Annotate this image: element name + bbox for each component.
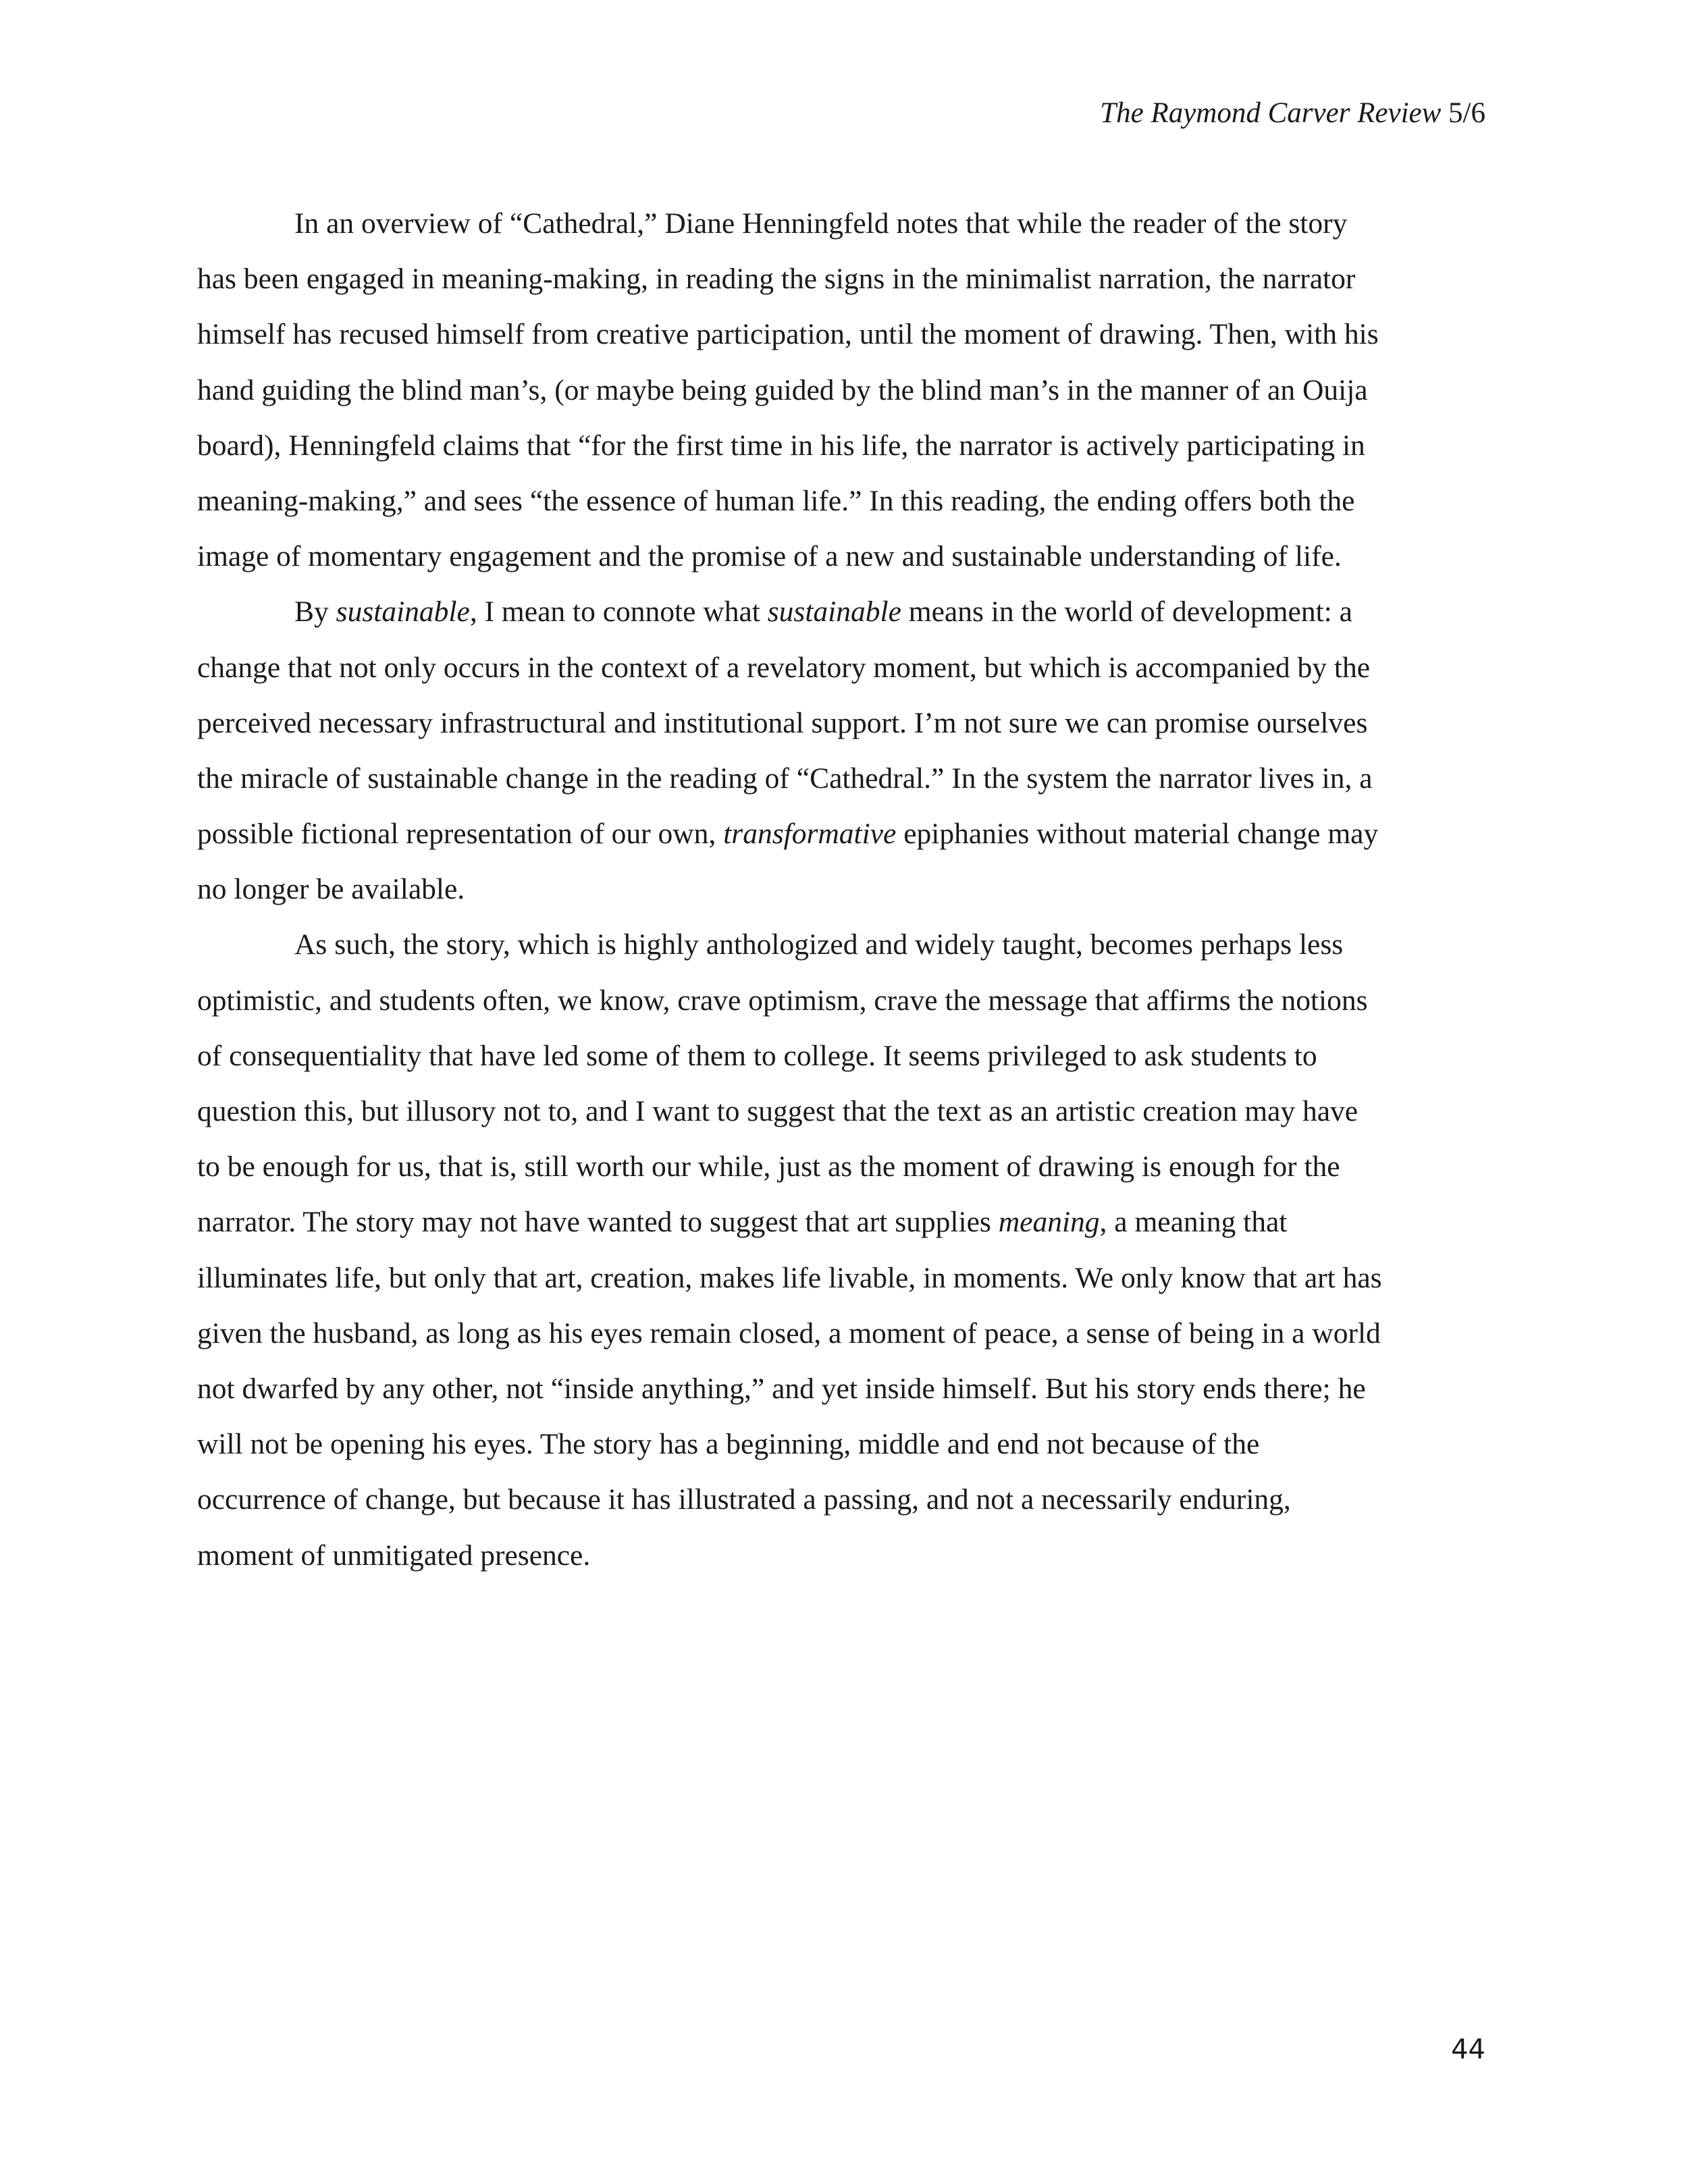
text-line: moment of unmitigated presence. — [197, 1539, 591, 1572]
text-line: In an overview of “Cathedral,” Diane Henningfeld notes that while the reader of the story — [294, 207, 1348, 240]
page-number: 44 — [1451, 2034, 1485, 2065]
text-run: By — [294, 595, 336, 629]
text-line — [197, 806, 1488, 861]
emphasis: meaning — [998, 1206, 1100, 1239]
text-line: perceived necessary infrastructural and institutional support. I’m not sure we can promise ourselves — [197, 706, 1368, 739]
journal-title: The Raymond Carver Review — [1100, 97, 1442, 129]
text-run: narrator. The story may not have wanted to suggest that art supplies — [197, 1206, 999, 1239]
text-line: optimistic, and students often, we know, crave optimism, crave the message that affirms the notions — [197, 984, 1368, 1017]
text-line: hand guiding the blind man’s, (or maybe being guided by the blind man’s in the manner of an Ouija — [197, 373, 1368, 406]
emphasis: sustainable — [336, 595, 470, 629]
text-line: given the husband, as long as his eyes remain closed, a moment of peace, a sense of being in a world — [197, 1316, 1381, 1350]
text-line: illuminates life, but only that art, creation, makes life livable, in moments. We only know that art has — [197, 1261, 1382, 1294]
issue-number: 5/6 — [1448, 97, 1485, 129]
text-run: epiphanies without material change may — [896, 818, 1379, 851]
text-line: change that not only occurs in the context of a revelatory moment, but which is accompanied by the — [197, 651, 1371, 684]
text-line: will not be opening his eyes. The story has a beginning, middle and end not because of the — [197, 1428, 1260, 1461]
text-line: to be enough for us, that is, still worth our while, just as the moment of drawing is enough for the — [197, 1150, 1340, 1183]
text-run: means in the world of development: a — [901, 595, 1352, 629]
text-line: no longer be available. — [197, 873, 465, 906]
text-line — [197, 1194, 1488, 1250]
running-header — [1100, 99, 1485, 128]
text-line: not dwarfed by any other, not “inside anything,” and yet inside himself. But his story ends there; he — [197, 1372, 1366, 1405]
text-line: of consequentiality that have led some of them to college. It seems privileged to ask students to — [197, 1039, 1317, 1072]
text-line: meaning-making,” and sees “the essence of human life.” In this reading, the ending offers both the — [197, 484, 1355, 517]
text-line: occurrence of change, but because it has illustrated a passing, and not a necessarily enduring, — [197, 1483, 1291, 1516]
text-line: himself has recused himself from creative participation, until the moment of drawing. Then, with his — [197, 318, 1379, 351]
text-line: has been engaged in meaning-making, in reading the signs in the minimalist narration, the narrator — [197, 263, 1356, 296]
emphasis: transformative — [723, 818, 897, 851]
article-body — [197, 196, 1488, 1583]
text-line: image of momentary engagement and the promise of a new and sustainable understanding of life. — [197, 540, 1342, 573]
text-run: , a meaning that — [1099, 1206, 1288, 1239]
text-line: board), Henningfeld claims that “for the first time in his life, the narrator is actively participating in — [197, 429, 1365, 462]
text-line — [197, 584, 1488, 639]
text-run: , I mean to connote what — [469, 595, 768, 629]
text-line: the miracle of sustainable change in the reading of “Cathedral.” In the system the narrator lives in, a — [197, 762, 1373, 795]
text-line: question this, but illusory not to, and I want to suggest that the text as an artistic creation may have — [197, 1095, 1359, 1127]
emphasis: sustainable — [767, 595, 901, 629]
text-line: As such, the story, which is highly anthologized and widely taught, becomes perhaps less — [294, 928, 1344, 961]
text-run: possible fictional representation of our own, — [197, 818, 724, 851]
